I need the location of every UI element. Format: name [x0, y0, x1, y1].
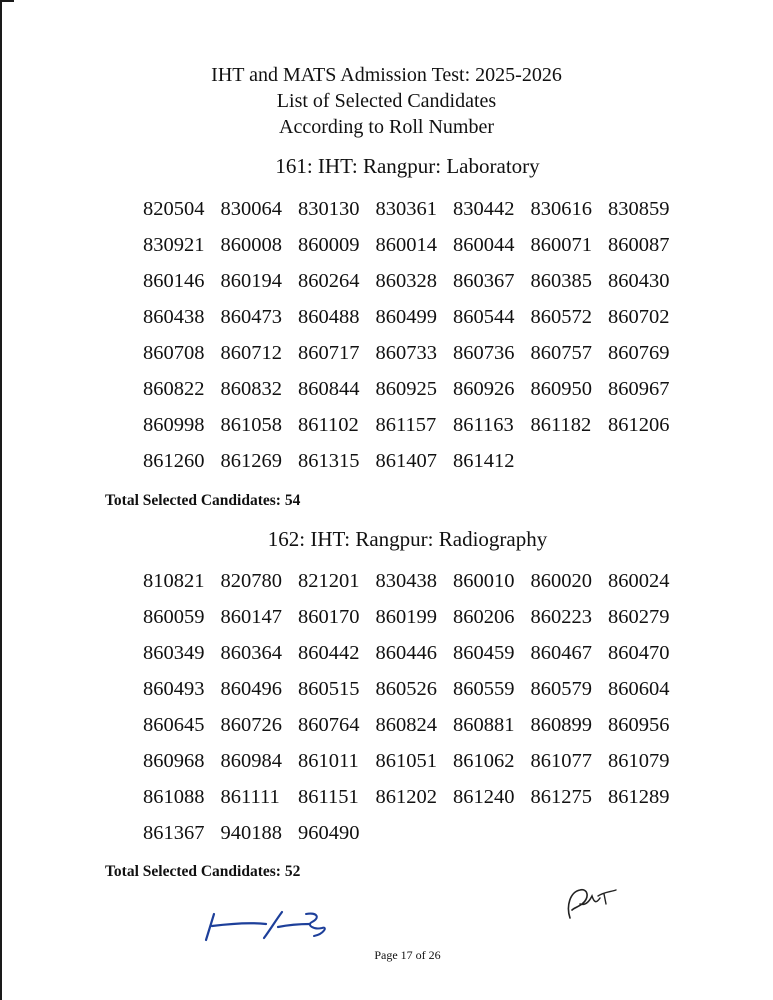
roll-number: 860496 [220, 678, 282, 700]
roll-number: 861367 [143, 822, 205, 844]
roll-number: 860170 [298, 606, 360, 628]
roll-number: 830442 [453, 198, 515, 220]
roll-number: 830130 [298, 198, 360, 220]
roll-number: 860822 [143, 378, 205, 400]
roll-number: 860702 [608, 306, 670, 328]
roll-number: 860572 [530, 306, 592, 328]
section-title-laboratory: 161: IHT: Rangpur: Laboratory [275, 154, 540, 178]
roll-number: 861011 [298, 750, 359, 772]
roll-number: 860349 [143, 642, 205, 664]
roll-number: 861412 [453, 450, 515, 472]
roll-number: 860526 [375, 678, 437, 700]
roll-number: 860279 [608, 606, 670, 628]
roll-number: 860764 [298, 714, 360, 736]
roll-number: 830361 [375, 198, 437, 220]
roll-number: 861077 [530, 750, 592, 772]
roll-number: 860364 [220, 642, 282, 664]
roll-number: 860430 [608, 270, 670, 292]
roll-number: 860899 [530, 714, 592, 736]
roll-number: 861088 [143, 786, 205, 808]
roll-number: 860708 [143, 342, 205, 364]
roll-number: 810821 [143, 570, 205, 592]
roll-number: 861079 [608, 750, 670, 772]
roll-number: 860604 [608, 678, 670, 700]
page-number: Page 17 of 26 [374, 948, 441, 962]
roll-number: 860824 [375, 714, 437, 736]
roll-number: 861407 [375, 450, 437, 472]
roll-number: 830859 [608, 198, 670, 220]
roll-number: 861206 [608, 414, 670, 436]
roll-number: 860367 [453, 270, 515, 292]
roll-number: 860984 [220, 750, 282, 772]
roll-grid-laboratory [143, 191, 686, 479]
roll-number: 860559 [453, 678, 515, 700]
scan-corner [0, 0, 14, 2]
roll-number: 860059 [143, 606, 205, 628]
roll-number: 860008 [220, 234, 282, 256]
roll-number: 860009 [298, 234, 360, 256]
roll-grid-radiography [143, 563, 686, 851]
roll-number: 860087 [608, 234, 670, 256]
roll-number: 860147 [220, 606, 282, 628]
roll-number: 960490 [298, 822, 360, 844]
roll-number: 860925 [375, 378, 437, 400]
roll-number: 861051 [375, 750, 437, 772]
roll-number: 860717 [298, 342, 360, 364]
roll-number: 860438 [143, 306, 205, 328]
total-radiography: Total Selected Candidates: 52 [105, 863, 301, 880]
roll-number: 860499 [375, 306, 437, 328]
roll-number: 861240 [453, 786, 515, 808]
roll-number: 860467 [530, 642, 592, 664]
roll-number: 860223 [530, 606, 592, 628]
roll-number: 830438 [375, 570, 437, 592]
roll-number: 860736 [453, 342, 515, 364]
roll-number: 861315 [298, 450, 360, 472]
roll-number: 860493 [143, 678, 205, 700]
roll-number: 860579 [530, 678, 592, 700]
roll-number: 860998 [143, 414, 205, 436]
roll-number: 860044 [453, 234, 515, 256]
roll-number: 860733 [375, 342, 437, 364]
roll-number: 860459 [453, 642, 515, 664]
roll-number: 860967 [608, 378, 670, 400]
roll-number: 860446 [375, 642, 437, 664]
roll-number: 860328 [375, 270, 437, 292]
roll-number: 860014 [375, 234, 437, 256]
roll-number: 860881 [453, 714, 515, 736]
roll-number: 860473 [220, 306, 282, 328]
roll-number: 860264 [298, 270, 360, 292]
roll-number: 861275 [530, 786, 592, 808]
roll-number: 860385 [530, 270, 592, 292]
roll-number: 860968 [143, 750, 205, 772]
roll-number: 860712 [220, 342, 282, 364]
roll-number: 820504 [143, 198, 205, 220]
header-sort-note: According to Roll Number [279, 116, 494, 138]
roll-number: 860926 [453, 378, 515, 400]
header-subtitle: List of Selected Candidates [276, 90, 497, 112]
roll-number: 860832 [220, 378, 282, 400]
roll-number: 860194 [220, 270, 282, 292]
roll-number: 861289 [608, 786, 670, 808]
roll-number: 861260 [143, 450, 205, 472]
roll-number: 860020 [530, 570, 592, 592]
roll-number: 830616 [530, 198, 592, 220]
roll-number: 860071 [530, 234, 592, 256]
roll-number: 861151 [298, 786, 359, 808]
roll-number: 820780 [220, 570, 282, 592]
roll-number: 860956 [608, 714, 670, 736]
roll-number: 861058 [220, 414, 282, 436]
roll-number: 860515 [298, 678, 360, 700]
roll-number: 860544 [453, 306, 515, 328]
roll-number: 940188 [220, 822, 282, 844]
roll-number: 861269 [220, 450, 282, 472]
roll-number: 860488 [298, 306, 360, 328]
roll-number: 861157 [375, 414, 437, 436]
section-title-radiography: 162: IHT: Rangpur: Radiography [267, 527, 548, 551]
roll-number: 861163 [453, 414, 514, 436]
roll-number: 860024 [608, 570, 670, 592]
signature-left [200, 900, 340, 950]
roll-number: 860199 [375, 606, 437, 628]
roll-number: 861202 [375, 786, 437, 808]
total-laboratory: Total Selected Candidates: 54 [105, 492, 301, 509]
roll-number: 860757 [530, 342, 592, 364]
roll-number: 861182 [530, 414, 592, 436]
roll-number: 860206 [453, 606, 515, 628]
roll-number: 860146 [143, 270, 205, 292]
roll-number: 830064 [220, 198, 282, 220]
roll-number: 861102 [298, 414, 359, 436]
roll-number: 821201 [298, 570, 360, 592]
scan-edge [0, 0, 2, 1000]
roll-number: 860950 [530, 378, 592, 400]
roll-number: 860470 [608, 642, 670, 664]
roll-number: 861111 [220, 786, 280, 808]
signature-right [560, 882, 630, 932]
roll-number: 860769 [608, 342, 670, 364]
roll-number: 860844 [298, 378, 360, 400]
document-header [0, 62, 773, 140]
header-title: IHT and MATS Admission Test: 2025-2026 [211, 64, 562, 86]
roll-number: 861062 [453, 750, 515, 772]
roll-number: 860645 [143, 714, 205, 736]
roll-number: 860442 [298, 642, 360, 664]
roll-number: 830921 [143, 234, 205, 256]
roll-number: 860010 [453, 570, 515, 592]
roll-number: 860726 [220, 714, 282, 736]
